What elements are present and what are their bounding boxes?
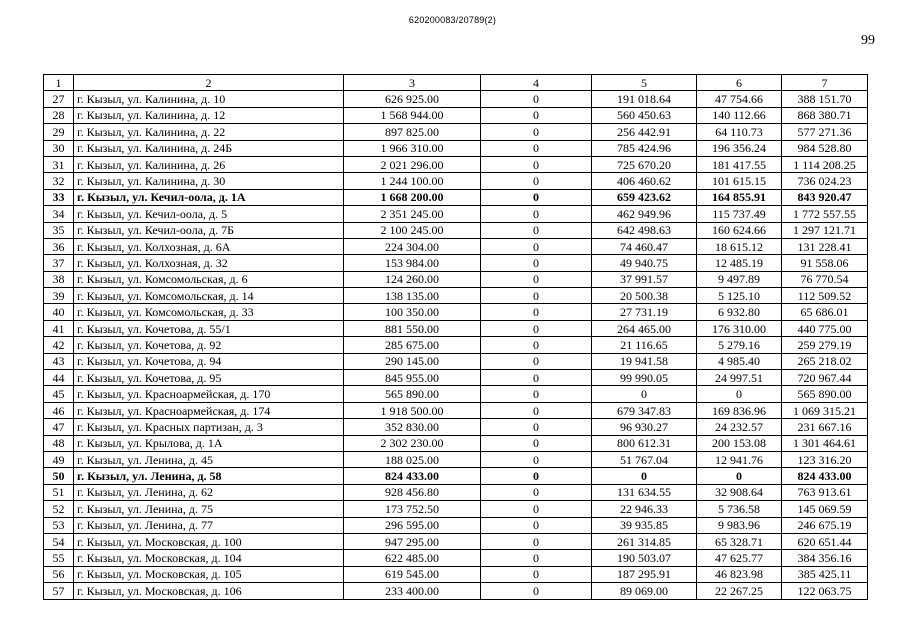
table-row — [44, 501, 868, 517]
row-number: 37 — [44, 255, 74, 271]
amount-cell: 224 304.00 — [344, 238, 481, 254]
column-header: 3 — [344, 75, 481, 91]
table-row — [44, 484, 868, 500]
amount-cell: 9 983.96 — [697, 517, 782, 533]
amount-cell: 725 670.20 — [592, 156, 697, 172]
amount-cell: 196 356.24 — [697, 140, 782, 156]
amount-cell: 0 — [481, 107, 592, 123]
table-row — [44, 419, 868, 435]
table-row — [44, 320, 868, 336]
amount-cell: 0 — [481, 468, 592, 484]
amount-cell: 265 218.02 — [782, 353, 868, 369]
amount-cell: 124 260.00 — [344, 271, 481, 287]
amount-cell: 642 498.63 — [592, 222, 697, 238]
amount-cell: 12 485.19 — [697, 255, 782, 271]
amount-cell: 123 316.20 — [782, 451, 868, 467]
amount-cell: 191 018.64 — [592, 91, 697, 107]
amount-cell: 190 503.07 — [592, 550, 697, 566]
row-number: 28 — [44, 107, 74, 123]
amount-cell: 2 021 296.00 — [344, 156, 481, 172]
amount-cell: 352 830.00 — [344, 419, 481, 435]
amount-cell: 928 456.80 — [344, 484, 481, 500]
amount-cell: 101 615.15 — [697, 173, 782, 189]
table-row — [44, 353, 868, 369]
amount-cell: 1 114 208.25 — [782, 156, 868, 172]
address-cell: г. Кызыл, ул. Калинина, д. 26 — [74, 156, 344, 172]
address-cell: г. Кызыл, ул. Кочетова, д. 95 — [74, 370, 344, 386]
amount-cell: 21 116.65 — [592, 337, 697, 353]
amount-cell: 626 925.00 — [344, 91, 481, 107]
amount-cell: 145 069.59 — [782, 501, 868, 517]
address-cell: г. Кызыл, ул. Ленина, д. 62 — [74, 484, 344, 500]
amount-cell: 24 997.51 — [697, 370, 782, 386]
amount-cell: 164 855.91 — [697, 189, 782, 205]
amount-cell: 984 528.80 — [782, 140, 868, 156]
amount-cell: 0 — [481, 451, 592, 467]
amount-cell: 112 509.52 — [782, 288, 868, 304]
amount-cell: 720 967.44 — [782, 370, 868, 386]
amount-cell: 1 772 557.55 — [782, 206, 868, 222]
address-cell: г. Кызыл, ул. Ленина, д. 45 — [74, 451, 344, 467]
amount-cell: 160 624.66 — [697, 222, 782, 238]
table-row — [44, 435, 868, 451]
amount-cell: 881 550.00 — [344, 320, 481, 336]
amount-cell: 173 752.50 — [344, 501, 481, 517]
amount-cell: 385 425.11 — [782, 566, 868, 582]
table-row — [44, 189, 868, 205]
address-cell: г. Кызыл, ул. Калинина, д. 24Б — [74, 140, 344, 156]
row-number: 50 — [44, 468, 74, 484]
table-row — [44, 107, 868, 123]
amount-cell: 0 — [481, 566, 592, 582]
address-cell: г. Кызыл, ул. Ленина, д. 77 — [74, 517, 344, 533]
table-row — [44, 533, 868, 549]
amount-cell: 24 232.57 — [697, 419, 782, 435]
amount-cell: 233 400.00 — [344, 583, 481, 599]
amount-cell: 1 918 500.00 — [344, 402, 481, 418]
column-header: 6 — [697, 75, 782, 91]
row-number: 46 — [44, 402, 74, 418]
amount-cell: 188 025.00 — [344, 451, 481, 467]
amount-cell: 20 500.38 — [592, 288, 697, 304]
amount-cell: 264 465.00 — [592, 320, 697, 336]
address-cell: г. Кызыл, ул. Московская, д. 105 — [74, 566, 344, 582]
address-cell: г. Кызыл, ул. Калинина, д. 30 — [74, 173, 344, 189]
row-number: 38 — [44, 271, 74, 287]
amount-cell: 0 — [481, 271, 592, 287]
page-number: 99 — [861, 33, 875, 48]
row-number: 41 — [44, 320, 74, 336]
table-row — [44, 140, 868, 156]
amount-cell: 46 823.98 — [697, 566, 782, 582]
address-cell: г. Кызыл, ул. Кочетова, д. 55/1 — [74, 320, 344, 336]
address-cell: г. Кызыл, ул. Красных партизан, д. 3 — [74, 419, 344, 435]
header-row — [44, 75, 868, 91]
amount-cell: 679 347.83 — [592, 402, 697, 418]
row-number: 47 — [44, 419, 74, 435]
amount-cell: 736 024.23 — [782, 173, 868, 189]
amount-cell: 0 — [481, 238, 592, 254]
table-row — [44, 517, 868, 533]
amount-cell: 0 — [592, 468, 697, 484]
amount-cell: 0 — [481, 370, 592, 386]
amount-cell: 96 930.27 — [592, 419, 697, 435]
amount-cell: 406 460.62 — [592, 173, 697, 189]
amount-cell: 565 890.00 — [344, 386, 481, 402]
amount-cell: 824 433.00 — [344, 468, 481, 484]
amount-cell: 187 295.91 — [592, 566, 697, 582]
column-header: 2 — [74, 75, 344, 91]
column-header: 7 — [782, 75, 868, 91]
amount-cell: 565 890.00 — [782, 386, 868, 402]
address-cell: г. Кызыл, ул. Кочетова, д. 92 — [74, 337, 344, 353]
amount-cell: 2 302 230.00 — [344, 435, 481, 451]
amount-cell: 131 634.55 — [592, 484, 697, 500]
amount-cell: 296 595.00 — [344, 517, 481, 533]
amount-cell: 384 356.16 — [782, 550, 868, 566]
row-number: 33 — [44, 189, 74, 205]
amount-cell: 5 279.16 — [697, 337, 782, 353]
amount-cell: 5 736.58 — [697, 501, 782, 517]
address-cell: г. Кызыл, ул. Калинина, д. 12 — [74, 107, 344, 123]
amount-cell: 169 836.96 — [697, 402, 782, 418]
amount-cell: 0 — [481, 353, 592, 369]
amount-cell: 868 380.71 — [782, 107, 868, 123]
address-cell: г. Кызыл, ул. Колхозная, д. 32 — [74, 255, 344, 271]
address-cell: г. Кызыл, ул. Комсомольская, д. 6 — [74, 271, 344, 287]
row-number: 40 — [44, 304, 74, 320]
row-number: 32 — [44, 173, 74, 189]
row-number: 42 — [44, 337, 74, 353]
amount-cell: 5 125.10 — [697, 288, 782, 304]
amount-cell: 100 350.00 — [344, 304, 481, 320]
row-number: 45 — [44, 386, 74, 402]
amount-cell: 76 770.54 — [782, 271, 868, 287]
amount-cell: 131 228.41 — [782, 238, 868, 254]
amount-cell: 32 908.64 — [697, 484, 782, 500]
address-cell: г. Кызыл, ул. Московская, д. 104 — [74, 550, 344, 566]
amount-cell: 0 — [481, 124, 592, 140]
row-number: 29 — [44, 124, 74, 140]
amount-cell: 0 — [481, 402, 592, 418]
amount-cell: 37 991.57 — [592, 271, 697, 287]
amount-cell: 577 271.36 — [782, 124, 868, 140]
amount-cell: 1 301 464.61 — [782, 435, 868, 451]
amount-cell: 153 984.00 — [344, 255, 481, 271]
address-cell: г. Кызыл, ул. Ленина, д. 75 — [74, 501, 344, 517]
amount-cell: 285 675.00 — [344, 337, 481, 353]
table-row — [44, 124, 868, 140]
amount-cell: 99 990.05 — [592, 370, 697, 386]
amount-cell: 0 — [481, 91, 592, 107]
address-cell: г. Кызыл, ул. Кечил-оола, д. 1А — [74, 189, 344, 205]
table-row — [44, 255, 868, 271]
amount-cell: 620 651.44 — [782, 533, 868, 549]
amount-cell: 845 955.00 — [344, 370, 481, 386]
table-row — [44, 91, 868, 107]
row-number: 52 — [44, 501, 74, 517]
amount-cell: 231 667.16 — [782, 419, 868, 435]
table-row — [44, 173, 868, 189]
amount-cell: 1 668 200.00 — [344, 189, 481, 205]
row-number: 56 — [44, 566, 74, 582]
row-number: 36 — [44, 238, 74, 254]
amount-cell: 22 267.25 — [697, 583, 782, 599]
amount-cell: 259 279.19 — [782, 337, 868, 353]
amount-cell: 0 — [481, 189, 592, 205]
amount-cell: 619 545.00 — [344, 566, 481, 582]
amount-cell: 440 775.00 — [782, 320, 868, 336]
amount-cell: 0 — [481, 501, 592, 517]
amount-cell: 824 433.00 — [782, 468, 868, 484]
table-row — [44, 304, 868, 320]
row-number: 57 — [44, 583, 74, 599]
amount-cell: 0 — [481, 386, 592, 402]
address-cell: г. Кызыл, ул. Комсомольская, д. 33 — [74, 304, 344, 320]
amount-cell: 39 935.85 — [592, 517, 697, 533]
address-cell: г. Кызыл, ул. Калинина, д. 22 — [74, 124, 344, 140]
address-cell: г. Кызыл, ул. Московская, д. 106 — [74, 583, 344, 599]
amount-cell: 0 — [697, 468, 782, 484]
amount-cell: 0 — [481, 320, 592, 336]
amount-cell: 256 442.91 — [592, 124, 697, 140]
table-row — [44, 271, 868, 287]
amount-cell: 462 949.96 — [592, 206, 697, 222]
amount-cell: 2 351 245.00 — [344, 206, 481, 222]
amount-cell: 4 985.40 — [697, 353, 782, 369]
amount-cell: 49 940.75 — [592, 255, 697, 271]
amount-cell: 122 063.75 — [782, 583, 868, 599]
table-row — [44, 288, 868, 304]
table-row — [44, 337, 868, 353]
address-cell: г. Кызыл, ул. Калинина, д. 10 — [74, 91, 344, 107]
amount-cell: 0 — [481, 533, 592, 549]
row-number: 53 — [44, 517, 74, 533]
amount-cell: 115 737.49 — [697, 206, 782, 222]
table-row — [44, 156, 868, 172]
table-row — [44, 451, 868, 467]
row-number: 51 — [44, 484, 74, 500]
amount-cell: 140 112.66 — [697, 107, 782, 123]
amount-cell: 0 — [481, 337, 592, 353]
amount-cell: 622 485.00 — [344, 550, 481, 566]
amount-cell: 0 — [481, 222, 592, 238]
amount-cell: 65 328.71 — [697, 533, 782, 549]
address-cell: г. Кызыл, ул. Кочетова, д. 94 — [74, 353, 344, 369]
amount-cell: 18 615.12 — [697, 238, 782, 254]
amount-cell: 0 — [481, 517, 592, 533]
amount-cell: 27 731.19 — [592, 304, 697, 320]
amount-cell: 89 069.00 — [592, 583, 697, 599]
amount-cell: 659 423.62 — [592, 189, 697, 205]
amount-cell: 800 612.31 — [592, 435, 697, 451]
amount-cell: 6 932.80 — [697, 304, 782, 320]
row-number: 48 — [44, 435, 74, 451]
amount-cell: 74 460.47 — [592, 238, 697, 254]
amount-cell: 261 314.85 — [592, 533, 697, 549]
table-row — [44, 566, 868, 582]
amount-cell: 0 — [481, 156, 592, 172]
row-number: 35 — [44, 222, 74, 238]
row-number: 43 — [44, 353, 74, 369]
address-cell: г. Кызыл, ул. Комсомольская, д. 14 — [74, 288, 344, 304]
amount-cell: 785 424.96 — [592, 140, 697, 156]
amount-cell: 91 558.06 — [782, 255, 868, 271]
address-cell: г. Кызыл, ул. Ленина, д. 58 — [74, 468, 344, 484]
amount-cell: 1 069 315.21 — [782, 402, 868, 418]
table-row — [44, 206, 868, 222]
table-row — [44, 238, 868, 254]
column-header: 1 — [44, 75, 74, 91]
amount-cell: 1 244 100.00 — [344, 173, 481, 189]
amount-cell: 560 450.63 — [592, 107, 697, 123]
amount-cell: 0 — [592, 386, 697, 402]
amount-cell: 763 913.61 — [782, 484, 868, 500]
column-header: 4 — [481, 75, 592, 91]
column-header: 5 — [592, 75, 697, 91]
address-cell: г. Кызыл, ул. Московская, д. 100 — [74, 533, 344, 549]
amount-cell: 200 153.08 — [697, 435, 782, 451]
amount-cell: 19 941.58 — [592, 353, 697, 369]
amount-cell: 947 295.00 — [344, 533, 481, 549]
document-id: 620200083/20789(2) — [408, 15, 497, 25]
amount-cell: 388 151.70 — [782, 91, 868, 107]
row-number: 39 — [44, 288, 74, 304]
amount-cell: 1 568 944.00 — [344, 107, 481, 123]
amount-cell: 47 625.77 — [697, 550, 782, 566]
row-number: 44 — [44, 370, 74, 386]
amount-cell: 0 — [697, 386, 782, 402]
amount-cell: 246 675.19 — [782, 517, 868, 533]
row-number: 30 — [44, 140, 74, 156]
amount-cell: 181 417.55 — [697, 156, 782, 172]
register-table — [43, 74, 868, 600]
amount-cell: 0 — [481, 140, 592, 156]
amount-cell: 0 — [481, 304, 592, 320]
amount-cell: 12 941.76 — [697, 451, 782, 467]
address-cell: г. Кызыл, ул. Красноармейская, д. 170 — [74, 386, 344, 402]
table-row — [44, 222, 868, 238]
row-number: 27 — [44, 91, 74, 107]
table-row — [44, 550, 868, 566]
amount-cell: 22 946.33 — [592, 501, 697, 517]
amount-cell: 290 145.00 — [344, 353, 481, 369]
table-row — [44, 370, 868, 386]
amount-cell: 0 — [481, 255, 592, 271]
row-number: 31 — [44, 156, 74, 172]
amount-cell: 0 — [481, 550, 592, 566]
row-number: 55 — [44, 550, 74, 566]
amount-cell: 897 825.00 — [344, 124, 481, 140]
amount-cell: 0 — [481, 419, 592, 435]
amount-cell: 64 110.73 — [697, 124, 782, 140]
amount-cell: 0 — [481, 288, 592, 304]
address-cell: г. Кызыл, ул. Кечил-оола, д. 7Б — [74, 222, 344, 238]
amount-cell: 0 — [481, 484, 592, 500]
amount-cell: 9 497.89 — [697, 271, 782, 287]
amount-cell: 2 100 245.00 — [344, 222, 481, 238]
address-cell: г. Кызыл, ул. Красноармейская, д. 174 — [74, 402, 344, 418]
amount-cell: 0 — [481, 583, 592, 599]
table-row — [44, 468, 868, 484]
address-cell: г. Кызыл, ул. Кечил-оола, д. 5 — [74, 206, 344, 222]
table-row — [44, 583, 868, 599]
row-number: 34 — [44, 206, 74, 222]
amount-cell: 65 686.01 — [782, 304, 868, 320]
amount-cell: 138 135.00 — [344, 288, 481, 304]
address-cell: г. Кызыл, ул. Колхозная, д. 6А — [74, 238, 344, 254]
table-row — [44, 402, 868, 418]
amount-cell: 51 767.04 — [592, 451, 697, 467]
amount-cell: 1 966 310.00 — [344, 140, 481, 156]
amount-cell: 1 297 121.71 — [782, 222, 868, 238]
amount-cell: 0 — [481, 173, 592, 189]
amount-cell: 0 — [481, 206, 592, 222]
address-cell: г. Кызыл, ул. Крылова, д. 1А — [74, 435, 344, 451]
row-number: 54 — [44, 533, 74, 549]
amount-cell: 47 754.66 — [697, 91, 782, 107]
amount-cell: 843 920.47 — [782, 189, 868, 205]
row-number: 49 — [44, 451, 74, 467]
amount-cell: 0 — [481, 435, 592, 451]
amount-cell: 176 310.00 — [697, 320, 782, 336]
table-row — [44, 386, 868, 402]
